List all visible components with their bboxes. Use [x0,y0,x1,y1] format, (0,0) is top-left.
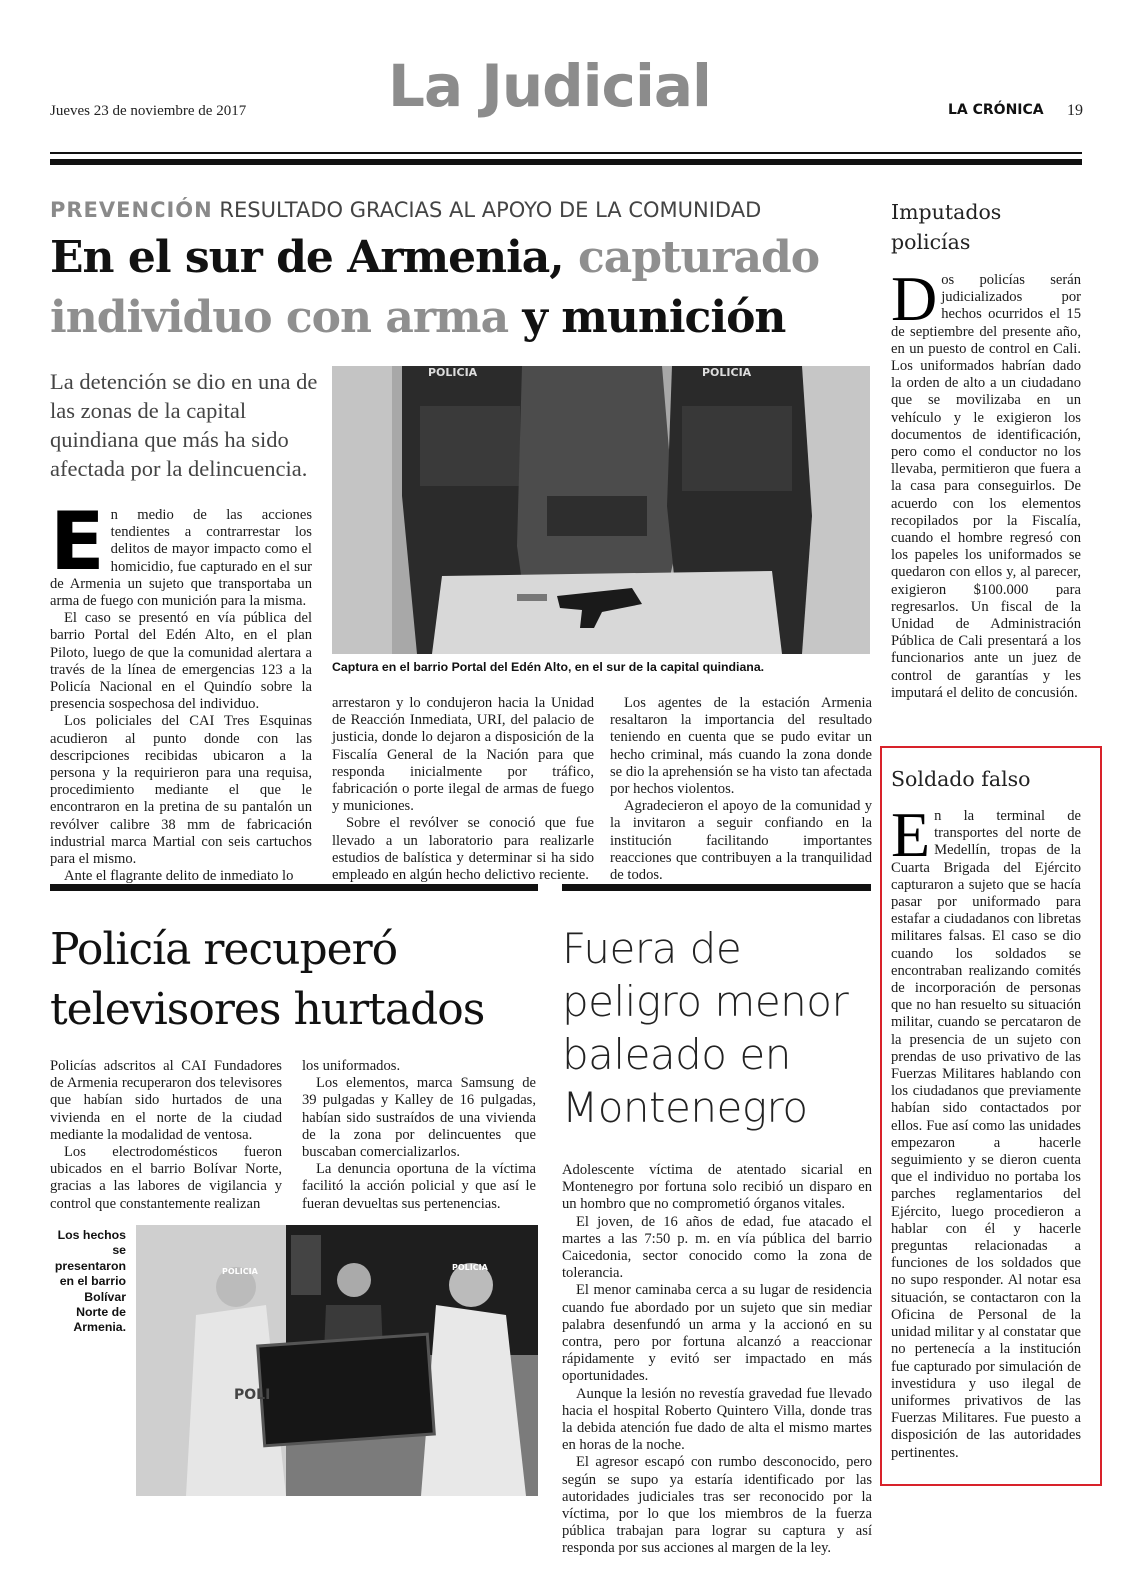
sidebar-title-imputados: Imputados policías [891,200,1002,254]
paragraph: El menor caminaba cerca a su lugar de residencia cuando fue abordado por un sujeto que sin mediar palabra desenfundó un arma y la accionó en su contra, pero por fortuna alcanzó a reaccionar rápidamente y evitó ser impactado en más oportunidades. [562,1282,872,1385]
baleado-story-column [562,1162,872,1558]
main-story-column-1 [50,495,312,885]
tv-photo-caption: Los hechos se presentaron en el barrio Bolívar Norte de Armenia. [54,1228,126,1335]
page-number: 19 [1067,102,1083,119]
header-thick-rule [50,159,1082,165]
paragraph-text: n la terminal de transportes del norte de Medellín, tropas de la Cuarta Brigada del Ejército capturaron a sujeto que se hacía pasar por uniformado para estafar a ciudadanos con libretas militares falsas. El caso se dio cuando los soldados se encontraban realizando comités de incorporación de personas que no han resuelto su situación militar, cuando se percataron de la presencia de un sujeto con prendas de uso privativo de las Fuerzas Militares hablando con los ciudadanos que previamente habían sido contactados por ellos. Fue así como las unidades empezaron a hacerle seguimiento y se dieron cuenta que el individuo no portaba los parches reglamentarios del Ejército, luego procedieron a hablar con él y hacerle preguntas relacionadas a funciones de los soldados que no supo responder. Al notar esa situación, se contactaron con la Oficina de Personal de la unidad militar y al constatar que no pertenecía a la institución fue capturado por simulación de investidura y uso ilegal de uniformes privativos de las Fuerzas Militares. Fue puesto a disposición de las autoridades pertinentes. [891,808,1081,1461]
paragraph: Agradecieron el apoyo de la comunidad y la invitaron a seguir confiando en la institución facilitando importantes reacciones que contribuyen a la tranquilidad de todos. [610,798,872,884]
paragraph: los uniformados. [302,1058,401,1074]
section-rule-right [562,884,871,891]
arrest-photo [332,366,870,654]
photo-badge-left: POLICIA [428,366,478,379]
arrest-photo-art [332,366,870,654]
headline-part-b: capturado [577,232,820,283]
paragraph-text: os policías serán judicializados por hechos ocurridos el 15 de septiembre del presente año, en un puesto de control en Cali. Los uniformados habrían dado la orden de alto a un ciudadano que se movilizaba en un vehículo y le exigieron los documentos de identificación, pero como el conductor no los llevaba, permitieron que fuera a la casa para conseguirlos. De acuerdo con los elementos recopilados por la Fiscalía, cuando el hombre regresó con los papeles los uniformados se quedaron con ellos y, al parecer, exigieron $100.000 para regresarlos. Un fiscal de la Unidad de Administración Pública de Cali presentará a los funcionarios ante un juez de control de garantías y les imputará el delito de concusión. [891,272,1081,701]
kicker-label: PREVENCIÓN [50,198,213,222]
deck: La detención se dio en una de las zonas de la capital quindiana que más ha sido afectada por la delincuencia. [50,369,318,481]
headline-part-c: individuo con arma [50,292,509,343]
newspaper-name: LA CRÓNICA [948,102,1044,118]
paragraph: Ante el flagrante delito de inmediato lo [64,868,294,885]
paragraph [891,263,1081,702]
photo-caption: Captura en el barrio Portal del Edén Alto, en el sur de la capital quindiana. [332,660,765,674]
photo-badge-right: POLICIA [702,366,752,379]
photo-badge-vest: POLI [234,1387,271,1403]
paragraph: arrestaron y lo condujeron hacia la Unidad de Reacción Inmediata, URI, del palacio de justicia, donde lo dejaron a disposición de la Fiscalía General de la Nación para que responda inicialmente por tráfico, fabricación o porte ilegal de armas de fuego y municiones. [332,695,594,815]
paragraph: Los policiales del CAI Tres Esquinas acudieron al punto donde con las descripciones recibidas ubicaron a la persona y la requirieron para una requisa, procedimiento mediante el que le encontraron en la pretina de su pantalón un revólver calibre 38 mm de fabricación industrial marca Martial con seis cartuchos para el mismo. [50,713,312,868]
paragraph: Policías adscritos al CAI Fundadores de Armenia recuperaron dos televisores que habían sido hurtados de una vivienda en el norte de la ciudad mediante la modalidad de ventosa. [50,1058,282,1143]
photo-badge-right: POLICIA [452,1263,488,1272]
paragraph: Sobre el revólver se conoció que fue llevado a un laboratorio para realizarle estudios de balística y determinar si ha sido empleado en algún hecho delictivo reciente. [332,815,594,884]
drop-cap: D [891,263,938,334]
drop-cap: E [891,799,931,870]
issue-date: Jueves 23 de noviembre de 2017 [50,103,247,119]
main-headline [50,228,880,348]
paragraph: Adolescente víctima de atentado sicarial en Montenegro por fortuna solo recibió un disparo en un hombro que no comprometió órganos vitales. [562,1162,872,1213]
paragraph: Los elementos, marca Samsung de 39 pulgadas y Kalley de 16 pulgadas, habían sido sustraídos de una vivienda de la zona por delincuentes que buscaban comercializarlos. [302,1075,536,1161]
main-story-column-2 [332,695,594,884]
headline-part-d: y munición [522,292,786,343]
paragraph: El agresor escapó con rumbo desconocido, pero según se supo ya estaría identificado por las autoridades judiciales tras ser reconocido por la víctima, por lo que los miembros de la fuerza pública trabajan para lograr su captura y así responda por sus acciones al margen de la ley. [562,1454,872,1557]
paragraph: El caso se presentó en vía pública del barrio Portal del Edén Alto, en el plan Piloto, luego de que la comunidad alertara a través de la línea de emergencias 123 a la Policía Nacional en el Quindío sobre la presencia sospechosa del individuo. [50,610,312,713]
tv-story-headline: Policía recuperó televisores hurtados [50,924,485,1035]
tv-recovery-photo [136,1225,538,1496]
paragraph: El joven, de 16 años de edad, fue atacado el martes a las 7:50 p. m. en vía pública del barrio Caicedonia, sector conocido como la zona de tolerancia. [562,1213,872,1282]
tv-story-column-2 [302,1058,536,1213]
paragraph: Los agentes de la estación Armenia resaltaron la importancia del resultado teniendo en cuenta que se pudo evitar un hecho criminal, más cuando la zona donde se dio la aprehensión se ha visto tan afectada por hechos violentos. [610,695,872,798]
paragraph: La denuncia oportuna de la víctima facilitó la acción policial y que así le fueran devueltas sus pertenencias. [302,1161,536,1212]
paragraph: Los electrodomésticos fueron ubicados en el barrio Bolívar Norte, gracias a las labores de vigilancia y control que constantemente realizan [50,1144,282,1212]
headline-part-a: En el sur de Armenia, [50,232,564,283]
sidebar-title-soldado: Soldado falso [891,767,1031,791]
paragraph-text: n medio de las acciones tendientes a contrarrestar los delitos de mayor impacto como el homicidio, fue capturado en el sur de Armenia un sujeto que transportaba un arma de fuego con munición para la misma. [50,507,312,610]
tv-story-column-1 [50,1058,282,1213]
baleado-story-headline: Fuera de peligro menor baleado en Montenegro [562,924,849,1132]
paragraph: Aunque la lesión no revestía gravedad fue llevado hacia el hospital Roberto Quintero Villa, donde tras la debida atención fue dado de alta el mismo martes en horas de la noche. [562,1385,872,1454]
sidebar-soldado-text [891,799,1081,1462]
sidebar-imputados-text [891,263,1081,702]
main-story-column-3 [610,695,872,884]
kicker-text: RESULTADO GRACIAS AL APOYO DE LA COMUNIDAD [219,198,762,222]
paragraph [50,495,312,610]
section-title: La Judicial [388,52,711,120]
paragraph [891,799,1081,1462]
header-thin-rule [50,152,1082,154]
section-rule-left [50,884,538,891]
photo-badge-left: POLICIA [222,1267,258,1276]
kicker [50,198,761,222]
drop-cap: E [50,495,105,588]
